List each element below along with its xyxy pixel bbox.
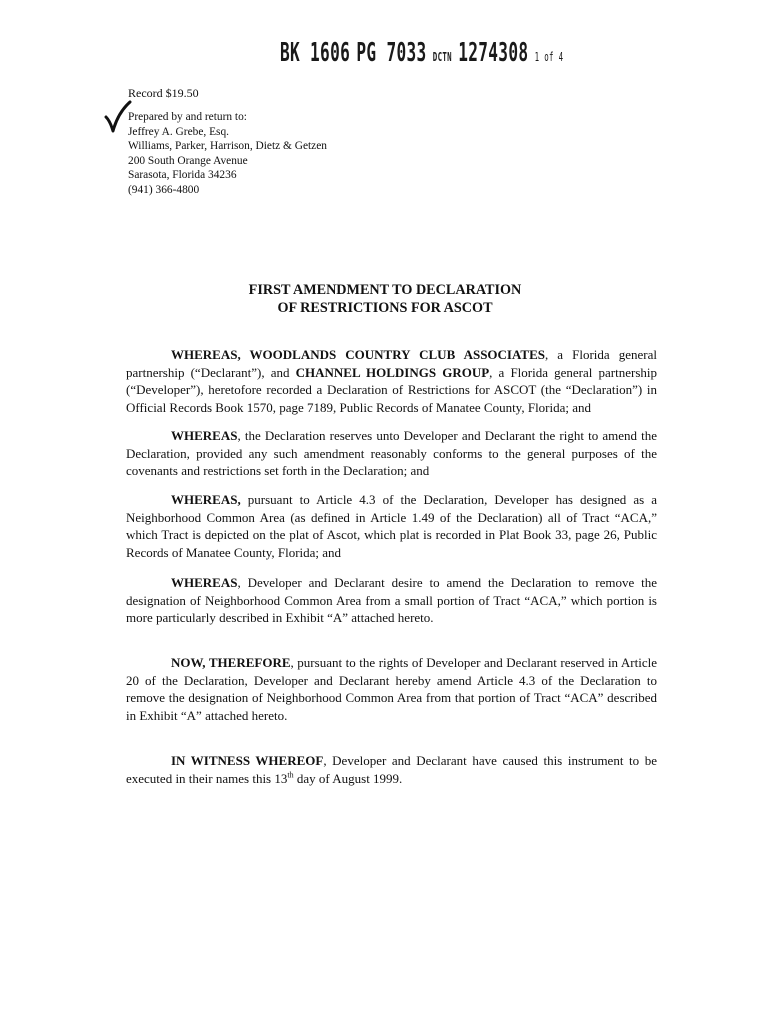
- stamp-document-number: 1274308: [458, 38, 529, 68]
- recital-3-lead: WHEREAS,: [171, 492, 241, 507]
- recital-3-text: pursuant to Article 4.3 of the Declaration, Developer has designed as a Neighborhood Common Area (as defined in Article 1.49 of the Declaration) all of Tract “ACA,” which Tract is depicted on the plat of Ascot, which plat is recorded in Plat Book 33, page 26, Public Records of Manatee County, Florida; and: [126, 492, 657, 560]
- document-title: [0, 281, 770, 317]
- stamp-book: BK 1606: [280, 38, 351, 68]
- preparer-city: Sarasota, Florida 34236: [128, 169, 237, 182]
- stamp-sheet: 1 of 4: [534, 50, 564, 64]
- recital-2-text: , the Declaration reserves unto Developer and Declarant the right to amend the Declaration, provided any such amendment reasonably conforms to the general purposes of the covenants and restrictions set forth in the Declaration; and: [126, 428, 657, 478]
- recital-paragraph-3: [126, 491, 657, 561]
- title-line-2: OF RESTRICTIONS FOR ASCOT: [277, 300, 493, 316]
- recital-1-lead: WHEREAS, WOODLANDS COUNTRY CLUB ASSOCIATES: [171, 347, 545, 362]
- recital-paragraph-2: [126, 427, 657, 480]
- preparer-phone: (941) 366-4800: [128, 183, 200, 196]
- witness-ordinal-suffix: th: [287, 770, 294, 780]
- title-line-1: FIRST AMENDMENT TO DECLARATION: [248, 282, 522, 298]
- witness-lead: IN WITNESS WHEREOF: [171, 753, 324, 768]
- recital-1-text-a: , a Florida general partnership (“Declarant”), and: [126, 347, 657, 380]
- recital-1-text-b: , a Florida general partnership (“Developer”), heretofore recorded a Declaration of Restrictions for ASCOT (the “Declaration”) in Official Records Book 1570, page 7189, Public Records of Manatee County, Florida; and: [126, 364, 657, 415]
- operative-text: , pursuant to the rights of Developer and Declarant reserved in Article 20 of the Declaration, Developer and Declarant hereby amend Article 4.3 of the Declaration to remove the designation of Neighborhood Common Area from that portion of Tract “ACA” described in Exhibit “A” attached hereto.: [126, 655, 657, 723]
- prepared-by-block: [128, 110, 327, 198]
- recital-paragraph-4: [126, 574, 657, 627]
- operative-lead: NOW, THEREFORE: [171, 655, 291, 670]
- stamp-page: PG 7033: [356, 38, 427, 68]
- recording-stamp: [280, 38, 563, 68]
- recital-4-lead: WHEREAS: [171, 575, 238, 590]
- preparer-firm: Williams, Parker, Harrison, Dietz & Getzen: [128, 140, 327, 153]
- recital-1-party: CHANNEL HOLDINGS GROUP: [295, 364, 490, 380]
- witness-paragraph: [126, 752, 657, 787]
- witness-text-a: , Developer and Declarant have caused this instrument to be executed in their names this 13: [126, 753, 658, 786]
- witness-text-b: day of August 1999.: [293, 770, 403, 786]
- preparer-name: Jeffrey A. Grebe, Esq.: [128, 125, 230, 138]
- recital-paragraph-1: [126, 346, 657, 416]
- prepared-by-heading: Prepared by and return to:: [128, 111, 247, 123]
- recital-2-lead: WHEREAS: [171, 428, 238, 443]
- record-fee: Record $19.50: [128, 86, 199, 100]
- recital-4-text: , Developer and Declarant desire to amend the Declaration to remove the designation of Neighborhood Common Area from a small portion of Tract “ACA,” which portion is more particularly described in Exhibit “A” attached hereto.: [126, 575, 657, 625]
- preparer-street: 200 South Orange Avenue: [128, 154, 248, 167]
- operative-paragraph: [126, 654, 657, 724]
- stamp-dctn-label: DCTN: [432, 50, 452, 64]
